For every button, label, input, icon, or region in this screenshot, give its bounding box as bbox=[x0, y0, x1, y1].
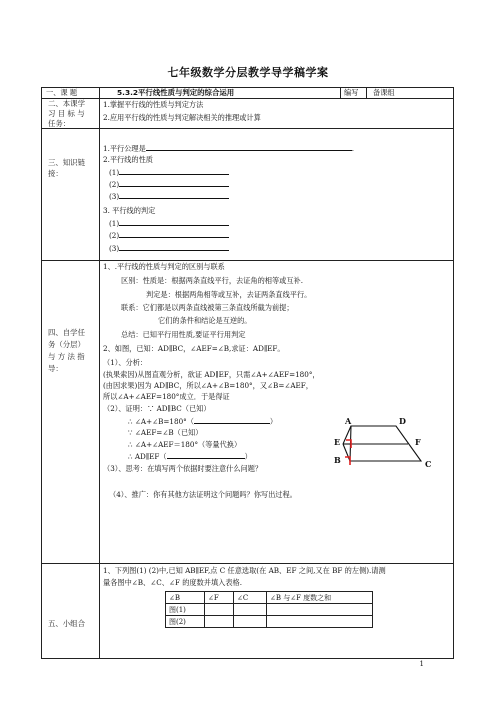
label-B: B bbox=[334, 455, 341, 465]
ss-line-10: (由因求果)因为 AD∥BC，所以∠A+∠B=180°，又∠B=∠AEF， bbox=[103, 381, 313, 390]
ss-line-16: ∴ AD∥EF（ ） bbox=[128, 452, 252, 461]
label-A: A bbox=[345, 416, 352, 426]
knowledge-prop-1: (1) bbox=[109, 167, 229, 178]
knowledge-label-1: 三、知识链 bbox=[48, 158, 85, 167]
th-sum: ∠B 与∠F 度数之和 bbox=[267, 592, 373, 604]
table-cell[interactable] bbox=[205, 616, 234, 628]
label-D: D bbox=[399, 416, 406, 426]
editor-label: 编写 bbox=[344, 88, 359, 97]
self-study-label-1: 四、自学任 bbox=[48, 328, 85, 337]
ss-line-9: (执果索因)从图直观分析，欲证 AD∥EF，只需∠A+∠AEF=180°， bbox=[103, 370, 320, 379]
ss-line-4: 联系：它们都是以两条直线被第三条直线所截为前提； bbox=[121, 303, 294, 312]
ss-line-8: （1）、分析： bbox=[103, 358, 148, 367]
ss-line-7: 2、如图，已知：AD∥BC，∠AEF=∠B,求证：AD∥EF。 bbox=[103, 344, 285, 353]
table-cell[interactable] bbox=[234, 616, 267, 628]
ss-line-12: （2）、证明：∵ AD∥BC（已知） bbox=[103, 404, 211, 413]
page-title: 七年级数学分层教学导学稿学案 bbox=[167, 66, 329, 79]
lesson-title: 5.3.2平行线性质与判定的综合运用 bbox=[117, 88, 235, 97]
ss-line-11: 所以∠A+∠AEF=180°成立．于是得证 bbox=[103, 392, 230, 401]
trapezoid-figure bbox=[340, 415, 440, 490]
table-row bbox=[166, 616, 373, 628]
row-label-1: 图(1) bbox=[166, 604, 205, 616]
self-study-label-3: 与 方 法 指 bbox=[48, 352, 85, 361]
th-b: ∠B bbox=[166, 592, 205, 604]
knowledge-props-title: 2.平行线的性质 bbox=[103, 155, 153, 164]
self-study-label-4: 导： bbox=[48, 364, 63, 373]
ss-line-18: （4）、推广：你有其他方法证明这个问题吗？你写出过程。 bbox=[109, 490, 297, 499]
goals-label-3: 任务： bbox=[48, 119, 71, 128]
ss-line-14: ∵ ∠AEF=∠B（已知） bbox=[128, 428, 203, 437]
table-cell[interactable] bbox=[267, 616, 373, 628]
ss-line-6: 总结：已知平行用性质,要证平行用判定 bbox=[121, 330, 246, 339]
goals-label-1: 二、本课学 bbox=[48, 99, 85, 108]
ss-line-2: 区别：性质是：根据两条直线平行，去证角的相等或互补. bbox=[121, 276, 303, 285]
ss-line-13: ∴ ∠A+∠B=180°（ ） bbox=[128, 417, 278, 426]
summary-label: 五、小组合 bbox=[48, 619, 85, 628]
goals-label-2: 习 目 标 与 bbox=[48, 109, 85, 118]
knowledge-judge-3: (3) bbox=[109, 243, 229, 254]
measure-table bbox=[165, 591, 373, 628]
ss-line-1: 1、.平行线的性质与判定的区别与联系 bbox=[103, 262, 225, 271]
ss-line-15: ∴ ∠A+∠AEF＝180°（等量代换） bbox=[128, 440, 242, 449]
page-number: 1 bbox=[419, 660, 424, 668]
table-header-row bbox=[166, 592, 373, 604]
table-cell[interactable] bbox=[234, 604, 267, 616]
knowledge-judge-title: 3. 平行线的判定 bbox=[103, 206, 156, 215]
knowledge-judge-2: (2) bbox=[109, 230, 229, 241]
editor-value: 备课组 bbox=[373, 88, 395, 97]
self-study-label-2: 务（分层） bbox=[48, 340, 85, 349]
knowledge-label-2: 接： bbox=[48, 169, 63, 178]
ss-line-3: 判定是：根据两角相等或互补，去证两条直线平行。 bbox=[146, 290, 312, 299]
th-f: ∠F bbox=[205, 592, 234, 604]
th-c: ∠C bbox=[234, 592, 267, 604]
summary-q1: 1、下列图(1) (2)中,已知 AB∥EF,点 C 任意选取(在 AB、EF 之间,又在 BF 的左侧).请测 bbox=[103, 566, 386, 575]
goal-1: 1.掌握平行线的性质与判定方法 bbox=[103, 100, 204, 109]
label-F: F bbox=[415, 437, 421, 447]
table-row bbox=[166, 604, 373, 616]
label-C: C bbox=[425, 459, 432, 469]
table-cell[interactable] bbox=[205, 604, 234, 616]
knowledge-prop-3: (3) bbox=[109, 191, 229, 202]
knowledge-prop-2: (2) bbox=[109, 179, 229, 190]
ss-line-5: 它们的条件和结论是互逆的。 bbox=[158, 316, 252, 325]
knowledge-axiom: 1.平行公理是 . bbox=[103, 144, 355, 153]
table-cell[interactable] bbox=[267, 604, 373, 616]
summary-q1b: 量各图中∠B、∠C、∠F 的度数并填入表格. bbox=[103, 578, 243, 587]
label-E: E bbox=[334, 437, 341, 447]
topic-label: 一、课 题 bbox=[46, 88, 78, 97]
goal-2: 2.应用平行线的性质与判定解决相关的推理或计算 bbox=[103, 113, 261, 122]
row-label-2: 图(2) bbox=[166, 616, 205, 628]
knowledge-judge-1: (1) bbox=[109, 218, 229, 229]
ss-line-17: （3）、思考：在填写两个依据时要注意什么问题？ bbox=[103, 464, 263, 473]
